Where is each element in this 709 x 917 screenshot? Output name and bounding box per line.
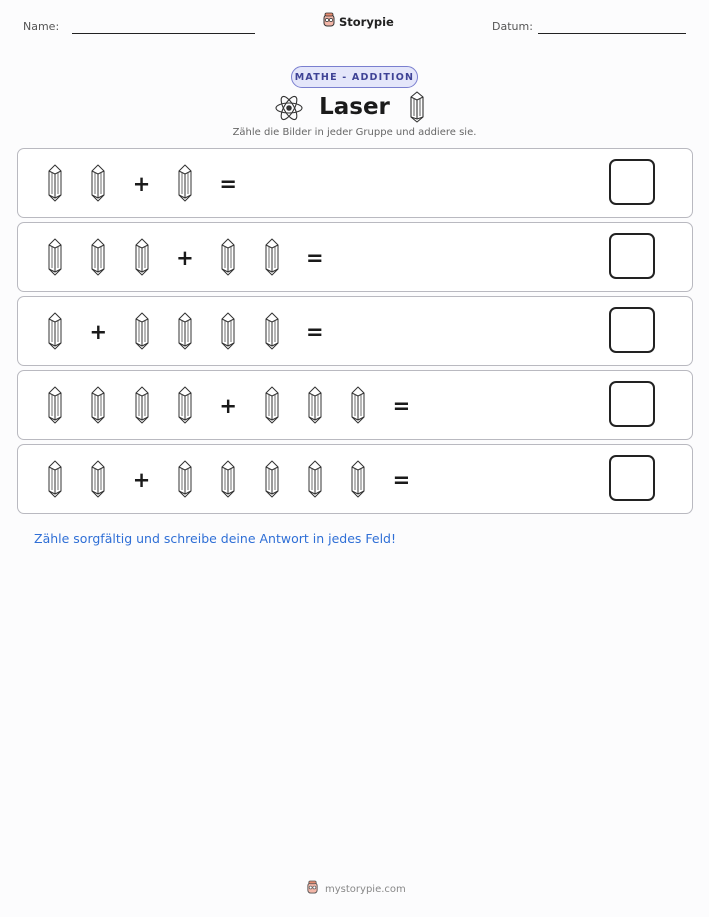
storypie-logo-icon [306,880,319,898]
plus-sign: + [219,394,237,418]
brand-name: Storypie [339,15,394,29]
date-label: Datum: [492,20,533,33]
crystal-icon [178,312,192,350]
crystal-icon [48,238,62,276]
answer-box[interactable] [609,381,655,427]
footer-site [306,880,406,898]
crystal-icon [265,386,279,424]
crystal-icon [178,386,192,424]
equals-sign: = [392,394,411,418]
crystal-icon [178,460,192,498]
plus-sign: + [89,320,108,344]
problem-row [17,296,693,366]
crystal-icon [308,386,322,424]
crystal-icon [265,238,279,276]
answer-box[interactable] [609,233,655,279]
crystal-icon [221,460,235,498]
subject-badge: MATHE - ADDITION [291,66,418,88]
title-row [0,90,709,126]
crystal-icon [351,386,365,424]
crystal-icon [178,164,192,202]
brand [322,12,394,32]
crystal-icon [91,460,105,498]
equals-sign: = [305,246,324,270]
problem-row [17,444,693,514]
equals-sign: = [219,172,237,196]
storypie-logo-icon [322,12,336,32]
problem-row [17,222,693,292]
instruction-text: Zähle die Bilder in jeder Gruppe und addiere sie. [232,127,477,138]
crystal-icon [135,386,149,424]
crystal-icon [351,460,365,498]
name-label: Name: [23,20,60,33]
crystal-icon [48,164,62,202]
page-title: Laser [319,94,390,120]
crystal-icon [308,460,322,498]
equals-sign: = [305,320,324,344]
crystal-icon [265,312,279,350]
crystal-icon [48,460,62,498]
crystal-icon [91,386,105,424]
footer-note: Zähle sorgfältig und schreibe deine Antwort in jedes Feld! [34,531,396,546]
name-line[interactable] [72,33,255,34]
crystal-icon [48,386,62,424]
crystal-icon [91,238,105,276]
date-line[interactable] [538,33,686,34]
crystal-icon [135,238,149,276]
plus-sign: + [132,172,151,196]
footer-site-text: mystorypie.com [325,883,406,895]
crystal-icon [409,91,425,127]
crystal-icon [135,312,149,350]
crystal-icon [91,164,105,202]
crystal-icon [221,238,235,276]
crystal-icon [48,312,62,350]
answer-box[interactable] [609,455,655,501]
answer-box[interactable] [609,307,655,353]
answer-box[interactable] [609,159,655,205]
crystal-icon [221,312,235,350]
equals-sign: = [392,468,411,492]
problem-row [17,370,693,440]
crystal-icon [265,460,279,498]
plus-sign: + [176,246,194,270]
problem-row [17,148,693,218]
plus-sign: + [132,468,151,492]
